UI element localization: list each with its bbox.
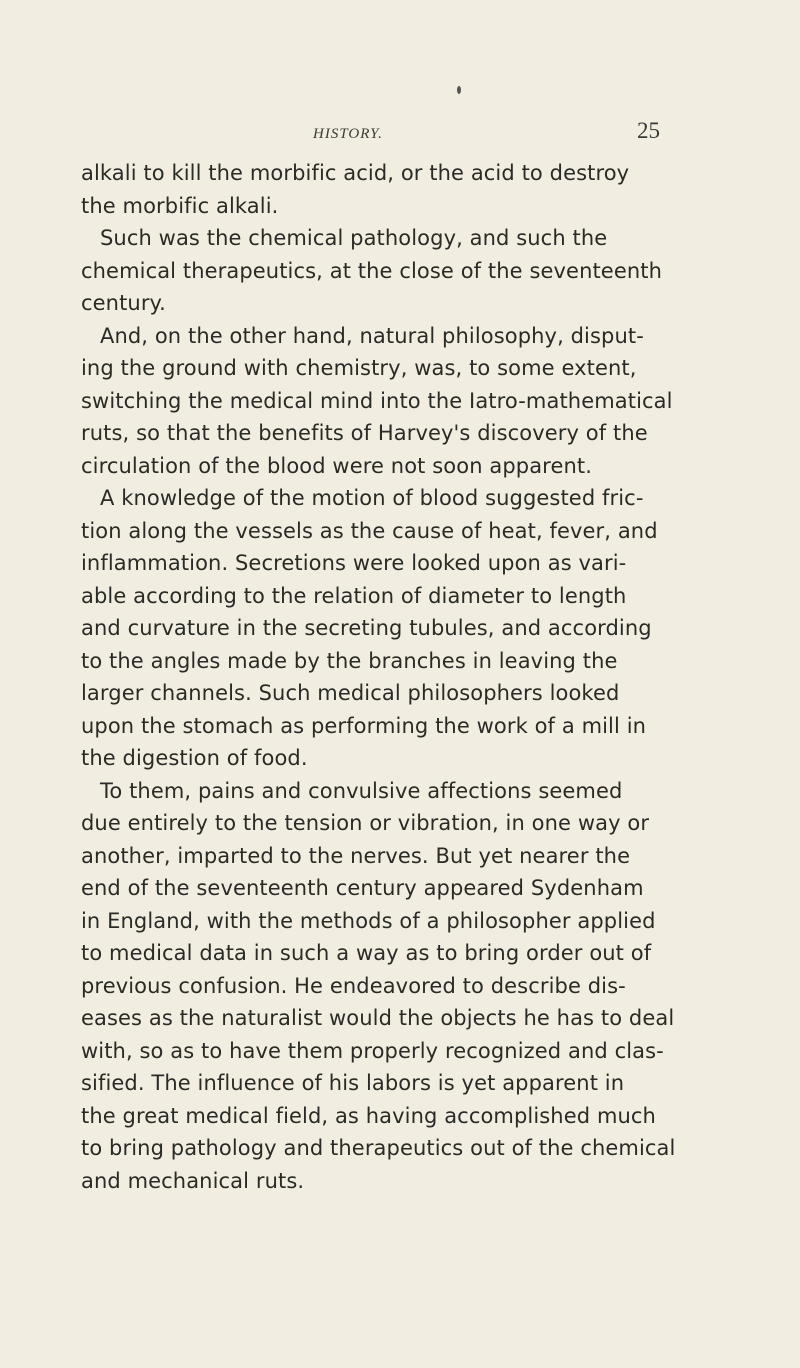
text-line: To them, pains and convulsive affections seemed xyxy=(100,778,623,803)
text-line: to bring pathology and therapeutics out of the chemical xyxy=(81,1136,676,1160)
text-line: the digestion of food. xyxy=(81,746,308,770)
running-head: HISTORY. xyxy=(313,126,383,142)
text-line: alkali to kill the morbific acid, or the acid to destroy xyxy=(81,161,630,185)
text-line: in England, with the methods of a philosopher applied xyxy=(81,908,656,933)
text-line: switching the medical mind into the Iatro-mathematical xyxy=(81,388,673,413)
text-line: sified. The influence of his labors is yet apparent in xyxy=(81,1071,625,1095)
text-line: upon the stomach as performing the work of a mill in xyxy=(81,713,647,738)
text-line: another, imparted to the nerves. But yet nearer the xyxy=(81,843,631,868)
text-line: eases as the naturalist would the objects he has to deal xyxy=(81,1006,675,1030)
text-line: and mechanical ruts. xyxy=(81,1168,305,1193)
text-line: Such was the chemical pathology, and such the xyxy=(100,226,608,250)
text-line: century. xyxy=(81,291,166,315)
body-text xyxy=(81,157,741,1197)
text-line: able according to the relation of diameter to length xyxy=(81,583,627,608)
text-line: tion along the vessels as the cause of heat, fever, and xyxy=(81,518,658,543)
page-number: 25 xyxy=(637,118,660,143)
text-line: with, so as to have them properly recognized and clas- xyxy=(81,1038,664,1063)
text-line: larger channels. Such medical philosophers looked xyxy=(81,681,620,705)
text-line: the great medical field, as having accomplished much xyxy=(81,1103,656,1128)
text-line: circulation of the blood were not soon apparent. xyxy=(81,453,592,478)
text-line: the morbific alkali. xyxy=(81,193,279,218)
text-line: ruts, so that the benefits of Harvey's discovery of the xyxy=(81,421,648,445)
text-line: chemical therapeutics, at the close of the seventeenth xyxy=(81,258,663,283)
text-line: and curvature in the secreting tubules, and according xyxy=(81,616,652,640)
text-line: due entirely to the tension or vibration, in one way or xyxy=(81,811,650,835)
text-line: to the angles made by the branches in leaving the xyxy=(81,648,618,673)
text-line: to medical data in such a way as to bring order out of xyxy=(81,941,652,965)
text-line: inflammation. Secretions were looked upon as vari- xyxy=(81,551,627,575)
text-line: ing the ground with chemistry, was, to some extent, xyxy=(81,356,637,380)
text-line: A knowledge of the motion of blood suggested fric- xyxy=(100,486,644,510)
text-line: end of the seventeenth century appeared Sydenham xyxy=(81,876,644,900)
text-line: And, on the other hand, natural philosophy, disput- xyxy=(100,323,644,348)
text-line: previous confusion. He endeavored to describe dis- xyxy=(81,973,626,998)
ink-speck xyxy=(457,86,461,94)
